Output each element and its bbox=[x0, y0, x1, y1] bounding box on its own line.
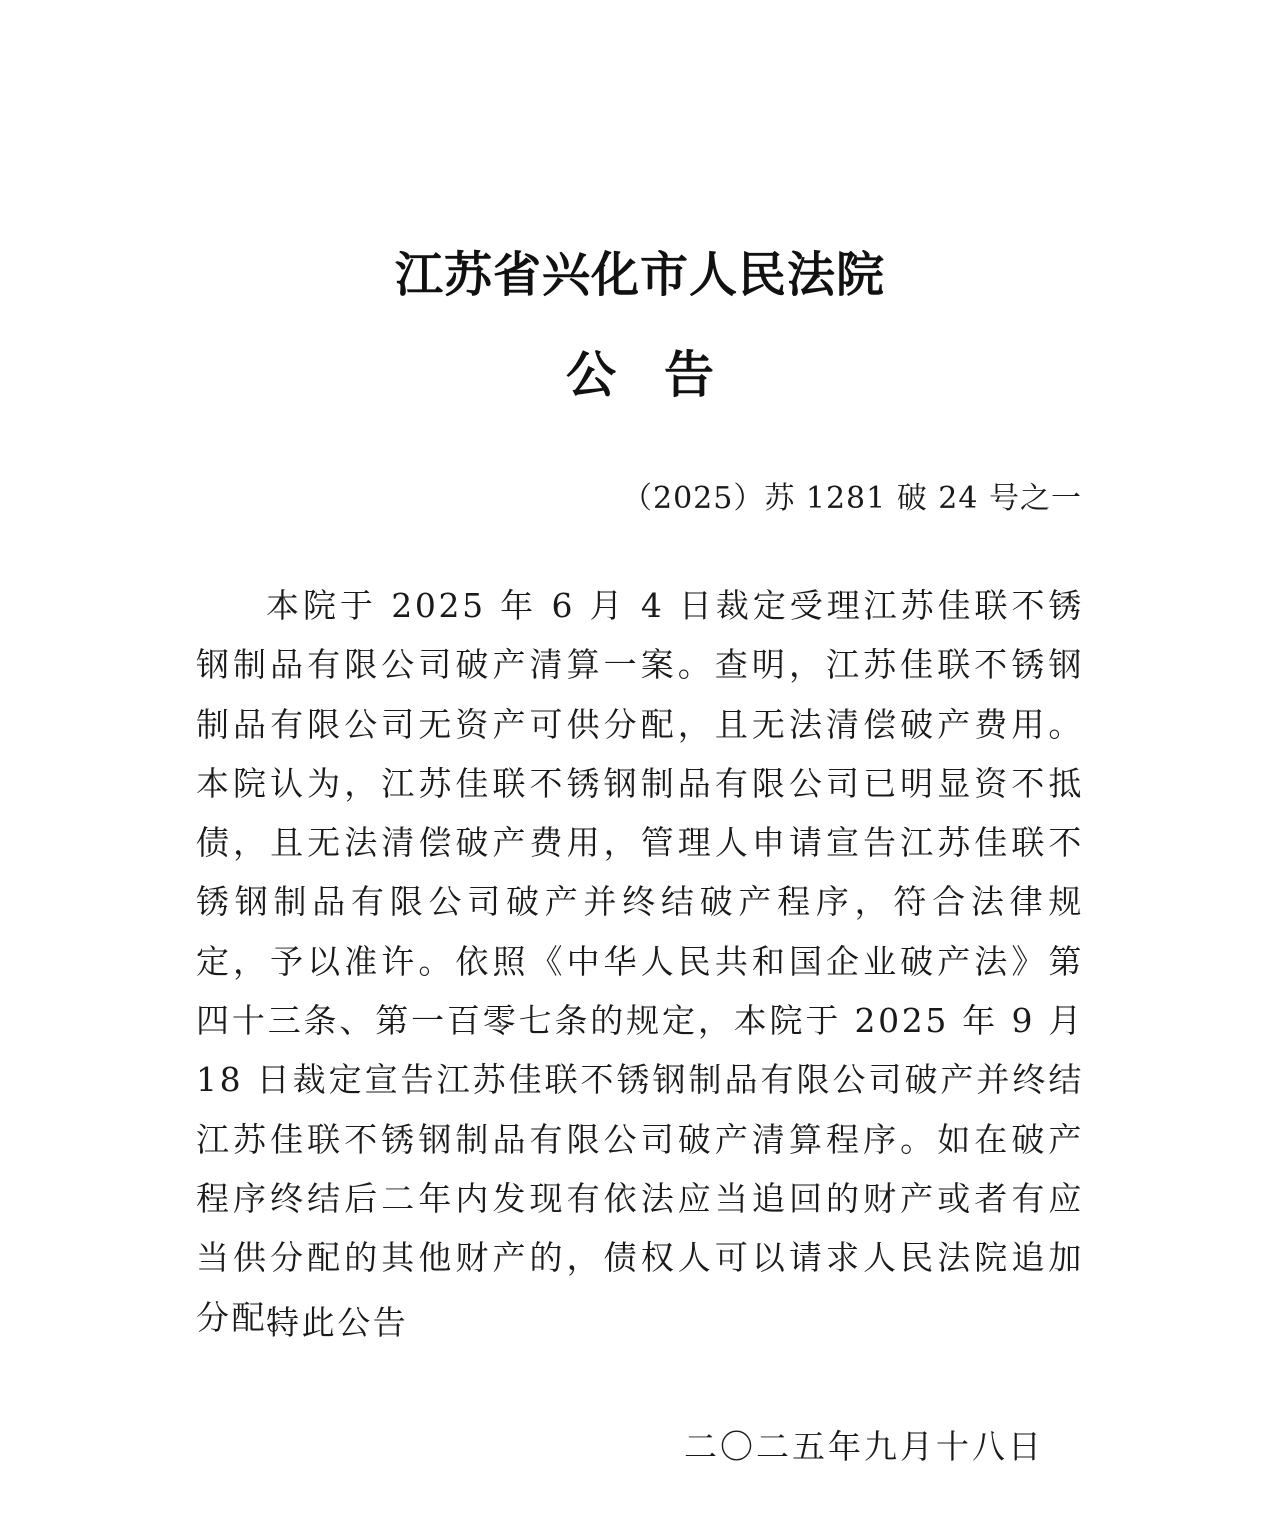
court-name-heading: 江苏省兴化市人民法院 bbox=[394, 247, 885, 303]
issue-date: 二〇二五年九月十八日 bbox=[684, 1427, 1044, 1466]
announcement-body: 本院于 2025 年 6 月 4 日裁定受理江苏佳联不锈钢制品有限公司破产清算一案。查明，江苏佳联不锈钢制品有限公司无资产可供分配，且无法清偿破产费用。本院认为，江苏佳联不锈钢制品有限公司已明显资不抵债，且无法清偿破产费用，管理人申请宣告江苏佳联不锈钢制品有限公司破产并终结破产程序，符合法律规定，予以准许。依照《中华人民共和国企业破产法》第四十三条、第一百零七条的规定，本院于 2025 年 9 月 18 日裁定宣告江苏佳联不锈钢制品有限公司破产并终结江苏佳联不锈钢制品有限公司破产清算程序。如在破产程序终结后二年内发现有依法应当追回的财产或者有应当供分配的其他财产的，债权人可以请求人民法院追加分配。 bbox=[196, 586, 1084, 1337]
document-type-heading: 公告 bbox=[566, 346, 762, 404]
closing-phrase: 特此公告 bbox=[266, 1303, 409, 1342]
case-number: （2025）苏 1281 破 24 号之一 bbox=[621, 481, 1082, 516]
